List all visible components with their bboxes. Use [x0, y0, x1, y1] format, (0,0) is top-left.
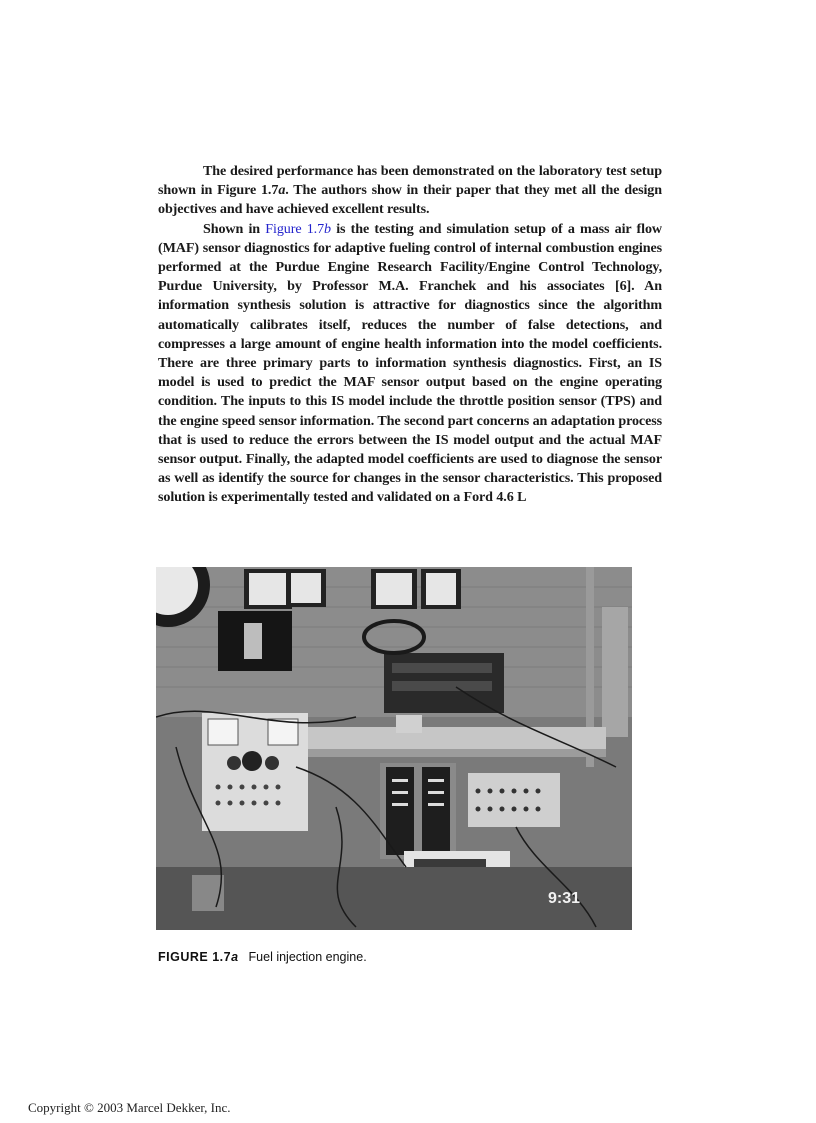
figure-link-letter[interactable]: b	[324, 220, 331, 237]
engine-photo-illustration	[156, 567, 632, 930]
body-text	[158, 162, 662, 508]
photo-timestamp: 9:31	[548, 890, 581, 907]
connector-box	[468, 773, 560, 827]
figure-1-7b-link[interactable]	[265, 221, 331, 237]
figure-photo-engine	[156, 567, 632, 930]
paragraph-2-lead: Shown in	[203, 220, 266, 237]
caption-label	[158, 950, 239, 964]
copyright-footer: Copyright © 2003 Marcel Dekker, Inc.	[28, 1100, 231, 1115]
paragraph-2	[158, 220, 662, 508]
paragraph-1-text: The desired performance has been demonstrated on the laboratory test setup shown in Figure 1.7	[158, 163, 662, 199]
paragraph-1-rest: . The authors show in their paper that they met all the design objectives and have achieved excellent results.	[158, 182, 662, 218]
figure-link-prefix[interactable]: Figure 1.7	[265, 220, 325, 237]
figure-caption	[158, 950, 367, 964]
paragraph-1-fig-letter: a	[278, 182, 286, 199]
caption-text: Fuel injection engine.	[248, 950, 367, 964]
paragraph-2-text: is the testing and simulation setup of a mass air flow (MAF) sensor diagnostics for adaptive fueling control of internal combustion engines performed at the Purdue Engine Research Facility/Engine Control Technology, Purdue University, by Professor M.A. Franchek and his associates [6]. An information synthesis solution is attractive for diagnostics since the algorithm automatically calibrates itself, reduces the number of false detections, and compresses a large amount of engine health information into the model coefficients. There are three primary parts to information synthesis diagnostics. First, an IS model is used to predict the MAF sensor output based on the engine operating condition. The inputs to this IS model include the throttle position sensor (TPS) and the engine speed sensor information. The second part concerns an adaptation process that is used to reduce the errors between the IS model output and the actual MAF sensor output. Finally, the adapted model coefficients are used to diagnose the sensor as well as identify the source for changes in the sensor characteristics. This proposed solution is experimentally tested and validated on a Ford 4.6 L	[158, 220, 662, 506]
caption-letter: a	[231, 950, 239, 964]
caption-label-text: FIGURE 1.7	[158, 950, 232, 964]
paragraph-1	[158, 162, 662, 220]
